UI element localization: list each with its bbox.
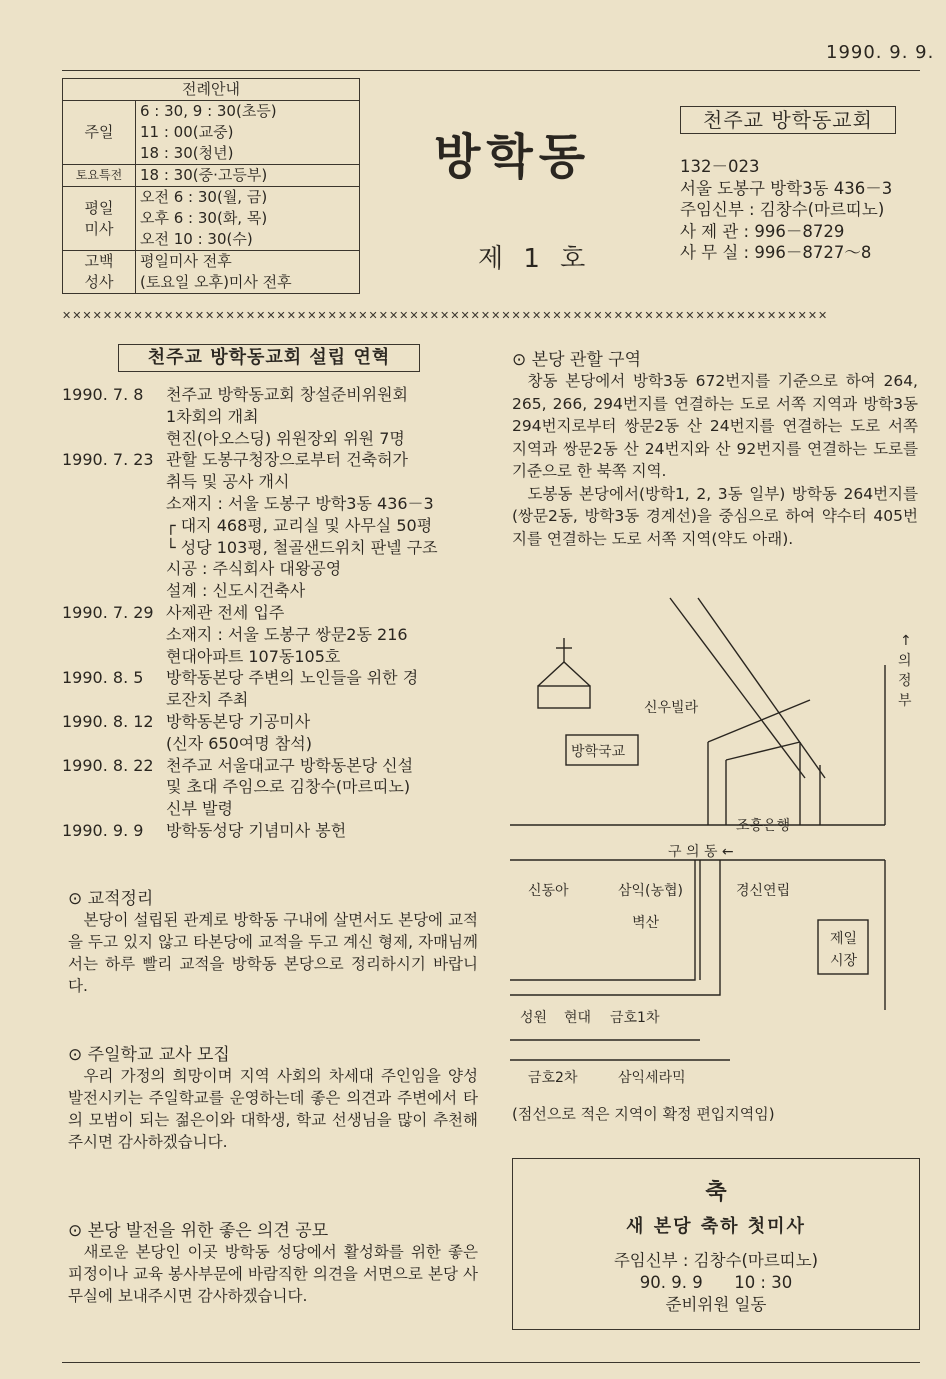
celebration-title: 축 bbox=[705, 1180, 727, 1205]
history-entry bbox=[62, 755, 482, 820]
weekday-label bbox=[63, 187, 136, 251]
membership-body: 본당이 설립된 관계로 방학동 구내에 살면서도 본당에 교적을 두고 있지 않고 타본당에 교적을 두고 계신 형제, 자매님께서는 하루 빨리 교적을 방학동 본당으로 정리하시기 바랍니다. bbox=[68, 911, 478, 995]
confession-time: 평일미사 전후 bbox=[140, 252, 232, 270]
saturday-label: 토요특전 bbox=[63, 165, 136, 187]
history-text bbox=[166, 449, 482, 602]
bank-label-bg bbox=[732, 807, 796, 811]
history-line: 방학동성당 기념미사 봉헌 bbox=[166, 820, 347, 840]
celebration-committee: 준비위원 일동 bbox=[665, 1295, 767, 1314]
church-contact bbox=[680, 156, 892, 264]
map-label: 정 bbox=[898, 673, 912, 689]
history-entry bbox=[62, 384, 482, 449]
history-line: 및 초대 주임으로 김창수(마르띠노) bbox=[166, 777, 411, 797]
history-line: 천주교 서울대교구 방학동본당 신설 bbox=[166, 755, 414, 775]
history-line: 관할 도봉구청장으로부터 건축허가 bbox=[166, 450, 409, 470]
map-label: 제일 bbox=[830, 931, 858, 947]
sunday-times bbox=[136, 101, 360, 165]
office-phone: 사 무 실 : 996－8727～8 bbox=[680, 243, 872, 262]
map-label: 삼익(농협) bbox=[618, 883, 684, 899]
history-line: 소재지 : 서울 도봉구 쌍문2동 216 bbox=[166, 624, 408, 644]
history-entry bbox=[62, 820, 482, 842]
history-line: 방학동본당 기공미사 bbox=[166, 711, 311, 731]
history-line: 사제관 전세 입주 bbox=[166, 602, 285, 622]
sunday-label: 주일 bbox=[63, 101, 136, 165]
north-arrow-icon: ↑ bbox=[900, 633, 912, 649]
history-line: 현진(아오스딩) 위원장외 위원 7명 bbox=[166, 428, 405, 448]
map-label: 벽산 bbox=[632, 915, 660, 931]
map-label: 구 의 동 ← bbox=[668, 844, 734, 860]
jurisdiction-para: 창동 본당에서 방학3동 672번지를 기준으로 하여 264, 265, 266, 294번지를 연결하는 도로 서쪽 지역과 방학3동 294번지로부터 쌍문2동 산 24번지를 연결하는 도로 서쪽 지역과 쌍문2동 산 24번지와 산 92번지를 연결하는 도로를 기준으로 한 북쪽 지역. bbox=[512, 372, 918, 480]
issue-date: 1990. 9. 9. bbox=[826, 42, 935, 63]
history-line: (신자 650여명 참석) bbox=[166, 733, 312, 753]
confession-time: (토요일 오후)미사 전후 bbox=[140, 273, 292, 291]
top-rule bbox=[62, 70, 920, 71]
celebration-box bbox=[512, 1158, 920, 1330]
liturgy-table bbox=[62, 78, 360, 294]
map-label: 금호2차 bbox=[528, 1070, 578, 1086]
rectory-phone: 사 제 관 : 996－8729 bbox=[680, 221, 845, 241]
map-label: 신우빌라 bbox=[644, 700, 699, 716]
history-text bbox=[166, 602, 482, 667]
history-line: 1차회의 개최 bbox=[166, 406, 259, 426]
map-label: 경신연립 bbox=[736, 883, 791, 899]
map-label: 성원 bbox=[520, 1010, 548, 1026]
decorative-band: ✕✕✕✕✕✕✕✕✕✕✕✕✕✕✕✕✕✕✕✕✕✕✕✕✕✕✕✕✕✕✕✕✕✕✕✕✕✕✕✕✕✕✕✕✕✕✕✕✕✕✕✕✕✕✕✕✕✕✕✕✕✕✕✕✕✕✕✕✕✕✕✕✕✕✕ bbox=[62, 310, 829, 322]
parish-map bbox=[500, 590, 920, 1095]
membership-heading: ⊙ 교적정리 bbox=[68, 889, 154, 909]
history-title: 천주교 방학동교회 설립 연혁 bbox=[118, 344, 420, 372]
weekday-label-line: 미사 bbox=[84, 219, 114, 238]
history-entry bbox=[62, 667, 482, 711]
map-label: 현대 bbox=[564, 1010, 592, 1026]
map-label: 시장 bbox=[830, 953, 858, 969]
bottom-rule bbox=[62, 1362, 920, 1363]
history-line: ┌ 대지 468평, 교리실 및 사무실 50평 bbox=[166, 515, 433, 535]
sunday-time: 6 : 30, 9 : 30(초등) bbox=[140, 102, 277, 120]
postcode: 132－023 bbox=[680, 157, 760, 176]
history-line: 신부 발령 bbox=[166, 799, 233, 819]
suggestions-section bbox=[68, 1216, 478, 1307]
pastor: 주임신부 : 김창수(마르띠노) bbox=[680, 200, 885, 219]
liturgy-caption: 전례안내 bbox=[63, 79, 360, 101]
weekday-time: 오전 10 : 30(수) bbox=[140, 230, 253, 248]
map-label: 조흥은행 bbox=[736, 818, 791, 834]
map-caption: (점선으로 적은 지역이 확정 편입지역임) bbox=[512, 1105, 775, 1123]
weekday-time: 오전 6 : 30(월, 금) bbox=[140, 188, 268, 206]
history-line: 소재지 : 서울 도봉구 방학3동 436－3 bbox=[166, 493, 434, 513]
map-label: 금호1차 bbox=[610, 1010, 660, 1026]
membership-section bbox=[68, 884, 478, 997]
teachers-body: 우리 가정의 희망이며 지역 사회의 차세대 주인임을 양성 발전시키는 주일학교를 운영하는데 좋은 의견과 주변에서 타의 모범이 되는 젊은이와 대학생, 학교 선생님을 많이 추천해 주시면 감사하겠습니다. bbox=[68, 1067, 478, 1151]
jurisdiction-para: 도봉동 본당에서(방학1, 2, 3동 일부) 방학동 264번지를(쌍문2동, 방학3동 경계선)을 중심으로 하여 약수터 405번지를 연결하는 도로 서쪽 지역(약도 아래). bbox=[512, 484, 918, 548]
jurisdiction-body bbox=[512, 370, 918, 550]
history-line: 시공 : 주식회사 대왕공영 bbox=[166, 559, 342, 579]
history-date: 1990. 7. 8 bbox=[62, 385, 144, 404]
celebration-pastor: 주임신부 : 김창수(마르띠노) bbox=[613, 1251, 819, 1270]
history-entry bbox=[62, 711, 482, 755]
map-label: 부 bbox=[898, 693, 912, 709]
history-entry bbox=[62, 602, 482, 667]
confession-label-line: 성사 bbox=[84, 273, 114, 291]
history-line: 로잔치 주최 bbox=[166, 690, 249, 710]
suggestions-heading: ⊙ 본당 발전을 위한 좋은 의견 공모 bbox=[68, 1221, 329, 1241]
weekday-times bbox=[136, 187, 360, 251]
history-line: 방학동본당 주변의 노인들을 위한 경 bbox=[166, 668, 419, 688]
address: 서울 도봉구 방학3동 436－3 bbox=[680, 178, 893, 198]
teachers-section bbox=[68, 1040, 478, 1153]
history-line: └ 성당 103평, 철골샌드위치 판넬 구조 bbox=[166, 537, 438, 557]
map-label: 의 bbox=[898, 653, 912, 669]
history-date: 1990. 8. 12 bbox=[62, 711, 154, 731]
weekday-time: 오후 6 : 30(화, 목) bbox=[140, 209, 268, 227]
confession-label-line: 고백 bbox=[84, 252, 114, 270]
history-text bbox=[166, 384, 482, 449]
celebration-subtitle: 새 본당 축하 첫미사 bbox=[626, 1216, 806, 1237]
church-name: 천주교 방학동교회 bbox=[680, 106, 896, 134]
teachers-heading: ⊙ 주일학교 교사 모집 bbox=[68, 1045, 230, 1065]
newsletter-title: 방학동 bbox=[434, 129, 592, 185]
history-date: 1990. 8. 5 bbox=[62, 668, 144, 688]
history-entry bbox=[62, 449, 482, 602]
celebration-datetime: 90. 9. 9 10 : 30 bbox=[639, 1273, 793, 1292]
suggestions-body: 새로운 본당인 이곳 방학동 성당에서 활성화를 위한 좋은 피정이나 교육 봉사부문에 바람직한 의견을 서면으로 본당 사무실에 보내주시면 감사하겠습니다. bbox=[68, 1243, 478, 1305]
map-label: 신동아 bbox=[528, 883, 569, 899]
weekday-label-line: 평일 bbox=[84, 198, 114, 217]
history-text bbox=[166, 667, 482, 711]
church-icon bbox=[538, 638, 590, 708]
history-line: 천주교 방학동교회 창설준비위원회 bbox=[166, 385, 409, 404]
history-text bbox=[166, 711, 482, 755]
issue-number: 제 1 호 bbox=[478, 244, 592, 274]
confession-times bbox=[136, 251, 360, 294]
confession-label bbox=[63, 251, 136, 294]
history-date: 1990. 7. 29 bbox=[62, 602, 154, 622]
history-line: 취득 및 공사 개시 bbox=[166, 472, 290, 492]
history-line: 설계 : 신도시건축사 bbox=[166, 581, 306, 601]
history-date: 1990. 9. 9 bbox=[62, 820, 144, 840]
map-label: 삼익세라믹 bbox=[618, 1070, 686, 1086]
celebration-details bbox=[513, 1250, 919, 1316]
saturday-time: 18 : 30(중·고등부) bbox=[136, 165, 360, 187]
history-text bbox=[166, 755, 482, 820]
sunday-time: 18 : 30(청년) bbox=[140, 144, 234, 162]
sunday-time: 11 : 00(교중) bbox=[140, 123, 234, 141]
history-date: 1990. 7. 23 bbox=[62, 450, 154, 470]
history-line: 현대아파트 107동105호 bbox=[166, 646, 341, 666]
history-list bbox=[62, 384, 482, 842]
history-text bbox=[166, 820, 482, 842]
jurisdiction-heading: ⊙ 본당 관할 구역 bbox=[512, 350, 641, 370]
map-roads bbox=[510, 598, 885, 1060]
history-date: 1990. 8. 22 bbox=[62, 755, 154, 775]
map-label: 방학국교 bbox=[571, 744, 626, 760]
